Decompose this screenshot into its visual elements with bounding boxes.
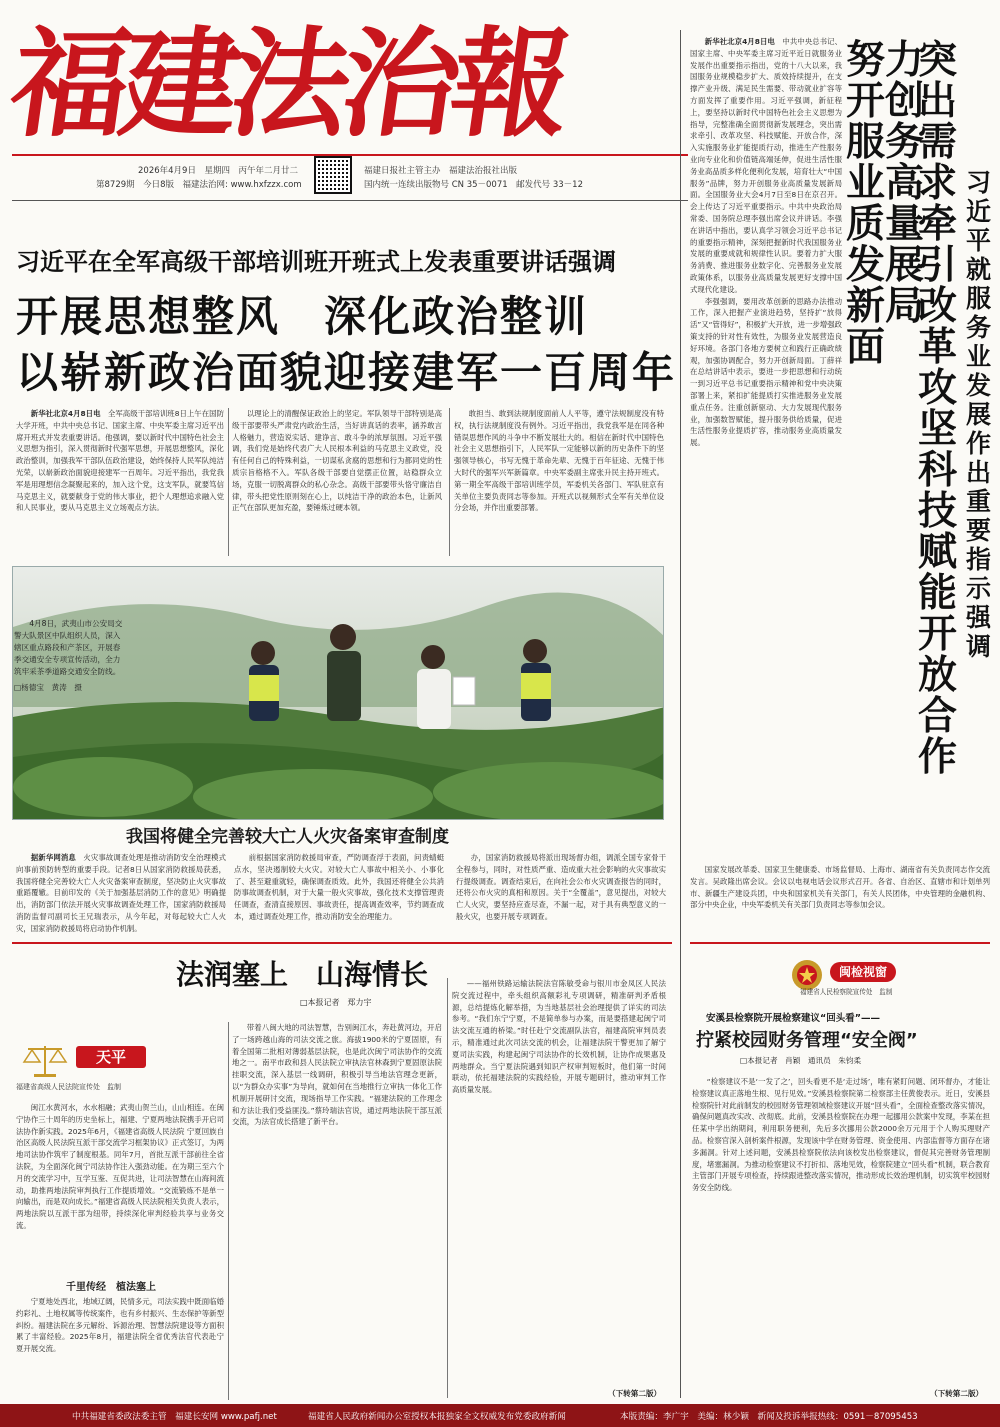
masthead-meta	[12, 154, 688, 224]
feature-column-3	[452, 978, 666, 1388]
right-lead-tail	[690, 864, 990, 936]
fire-story-column-2	[234, 852, 444, 956]
right-body-text-2: 李强强调，要用改革创新的思路办法推动工作，深入把握产业演进趋势，坚持扩“放得活”又“管得好”，积极扩大开放，进一步增强政策支持的针对性有效性，为服务业发展营造良好环境。各部门各地方要树立和践行正确政绩观，加强协调配合，努力开创新局面。丁薛祥在总结讲话中表示，要进一步把思想和行动统一到习近平总书记重要指示精神和党中央决策部署上来，紧扣扩能提质打实推进服务业发展重点任务。注重创新驱动、大力发展现代服务业，加强数智赋能，提升服务供给质量，促进生活性服务业提质扩容，推动服务业高质量发展。	[690, 296, 842, 448]
issue-line: 第8729期 今日8版 福建法治网: www.hxfzzx.com	[96, 180, 302, 190]
newspaper-logo: 福建法治報	[2, 14, 572, 153]
right-story-jump: （下转第二版）	[930, 1389, 984, 1398]
date-line: 2026年4月9日 星期四 丙午年二月廿二	[138, 166, 298, 176]
feature-col2-text: 带着八闽大地的司法智慧，告别闽江水，奔赴黄河边，开启了一场跨越山海的司法交流之旅。海拔1900米的宁夏固原，有着全国第二批相对薄弱基层法院，也是此次闽宁司法协作的交流地之一。南平市政和县人民法院立审执法官林森到宁夏固原法院挂职交流，深入基层一线调研，积极引导当地法官理念更新，以“为群众办实事”为导向，就如何在当地推行立审执一体化工作机制开展研讨交流，现场指导工作实践。“福建法院的工作理念和方法让我们受益匪浅。”蔡玲瑞法官说，通过两地法院干部互派交流，为法官成长搭建了新平台。	[232, 1023, 442, 1127]
feature-column-1	[16, 1102, 224, 1274]
qr-code-icon	[314, 156, 352, 194]
right-story-kicker: 安溪县检察院开展检察建议“回头看”——	[706, 1013, 880, 1024]
right-headline-col-2: 突出需求牵引改革攻坚科技赋能开放合作	[918, 38, 958, 780]
fire-story-title: 我国将健全完善较大亡人火灾备案审查制度	[126, 827, 449, 847]
cn-number-line: 国内统一连续出版物号 CN 35－0071 邮发代号 33－12	[364, 180, 583, 190]
photo-caption-text: 4月8日，武夷山市公安局交警大队景区中队组织人员，深入辖区重点路段和产茶区，开展春季交通安全专项宣传活动，全力筑牢采茶季道路交通安全防线。	[14, 619, 123, 676]
lead-story-column-3	[454, 408, 664, 558]
photo-caption	[14, 618, 126, 694]
feature-jump: （下转第二版）	[608, 1389, 662, 1398]
footer-item-2: 福建省人民政府新闻办公室授权本报独家全文权威发布党委政府新闻	[308, 1412, 566, 1422]
lead-headline-line1: 开展思想整风 深化政治整训	[16, 292, 589, 341]
column-badge-minjian	[700, 958, 990, 998]
lead-kicker: 习近平在全军高级干部培训班开班式上发表重要讲话强调	[16, 248, 616, 276]
lead-dateline: 新华社北京4月8日电	[30, 409, 101, 418]
lead-headline-line2: 以崭新政治面貌迎接建军一百周年	[16, 348, 677, 397]
footer-bar	[0, 1404, 1000, 1427]
right-story-byline: □本报记者 肖颖 通讯员 朱钧柔	[740, 1056, 862, 1065]
photo-credit: □杨德宝 黄涛 摄	[14, 683, 82, 692]
right-dateline: 新华社北京4月8日电	[704, 37, 775, 46]
fire-dateline: 据新华网消息	[30, 853, 76, 862]
fire-col1-text: 火灾事故调查处理是推动消防安全治理模式向事前预防转型的重要手段。记者8日从国家消防救援局获悉，我国将健全完善较大亡人火灾备案审查制度，坚决防止火灾事故重蹈覆辙。目前印发的《关于加强基层消防工作的意见》明确提出，消防部门依法开展火灾事故调查处理工作，国家消防救援局消防监督司副司长王兄瑞表示，从今年起，对每起较大亡人火灾，国家消防救援局将启动协作机制。	[16, 853, 226, 933]
fire-col2-text: 前根据国家消防救援局审查，严防调查浮于表面，问责蜻蜓点水，坚决遏制较大火灾。对较大亡人事故中相关小、小事化了、甚至避重就轻，确保调查质效。此外，我国还将健全公共消防事故调查机制，对于大量一般火灾事故，强化技术支撑管理责任调查，查清直接原因、事故责任，提高调查效率，节约调查成本，通过调查处理工作，推动消防安全治理能力。	[234, 853, 444, 921]
feature-column-2	[232, 1022, 442, 1400]
feature-col1-text: 闽江水黄河水，水水相融；武夷山贺兰山，山山相连。在闽宁协作三十周年的历史坐标上，福建、宁夏两地法院携手开启司法协作新实践。2025年6月，《福建省高级人民法院 宁夏回族自治区高级人民法院互派干部交流学习框架协议》正式签订，为两地司法协作筑牢了制度根基。同年7月，首批互派干部前往全省法院，为全面深化闽宁司法协作注入强劲动能。在为期三至六个月的交流学习中，互学互鉴、互促共进，让司法智慧在山海间流动，助推两地法院审判执行工作提质增效。“交流锻炼不是单一向输出，而是双向成长。”福建省高级人民法院相关负责人表示，两地法院以互派干部为纽带，持续深化审判经验共享与业务交流。	[16, 1103, 224, 1230]
minjian-label: 闽检视窗	[830, 962, 896, 982]
footer-item-1: 中共福建省委政法委主管 福建长安网 www.pafj.net	[72, 1412, 277, 1422]
lead-story-column-1	[16, 408, 224, 558]
column-badge-tianping	[16, 1040, 156, 1096]
feature-byline: □本报记者 郑力宇	[300, 998, 372, 1007]
sponsor-line: 福建日报社主管主办 福建法治报社出版	[364, 166, 518, 176]
lead-story-column-2	[232, 408, 442, 558]
feature-col1b-text: 宁夏地处西北，地域辽阔，民情多元，司法实践中既面临婚约彩礼、土地权属等传统案件，也有乡村振兴、生态保护等新型纠纷。福建法院在多元解纷、诉源治理、智慧法院建设等方面积累了丰富经验。2025年8月，福建法院全省优秀法官代表赴宁夏开展交流。	[16, 1297, 224, 1354]
fire-col3-text: 办，国家消防救援局将派出现场督办组，调派全国专家骨干全程参与，同时，对性质严重、造成重大社会影响的火灾事故实行提级调查。调查结束后，在向社会公布火灾调查报告的同时，还将公布火灾的真相和原因。关于“全覆盖”，意见提出，对较大亡人火灾，要坚持应查尽查，不漏一起，对于具有典型意义的一般火灾，也要开展专项调查。	[456, 853, 666, 921]
right-story-body	[692, 1076, 990, 1388]
lead-col2-text: 以理论上的清醒保证政治上的坚定。军队领导干部特别是高级干部要带头严肃党内政治生活，当好讲真话的表率，涵养敢言人格魅力，营造说实话、建诤言、敢斗争的浓厚氛围。习近平强调，我们党是始终代表广大人民根本利益的马克思主义政党，没有任何自己的特殊利益，一切谋私贪腐的思想和行为都同党的性质宗旨格格不入。军队各级干部要自觉摆正位置，站稳群众立场，克服一切脱离群众的私心杂念。高级干部要带头恪守廉洁自律，带头把党性原则刻在心上，以纯洁干净的政治本色，让新风正气在部队更加充盈，要锤炼过硬本领。	[232, 409, 442, 513]
feature-col3-text: ——福州铁路运输法院法官陈敏受命与银川市金凤区人民法院交流过程中，牵头组织高额彩礼专项调研，精准研判矛盾根源，总结提炼化解举措，为当地基层社会治理提供了详实的司法参考。“我们东宁宁夏，不是简单参与办案，而是要搭建起闽宁司法交流互通的桥梁。”时任赴宁交流副队法官，福建高院审判员表示，精准通过此次司法交流的机会，让福建法院干警更加了解宁夏司法实践，构建起闽宁司法协作的长效机制，让协作成果惠及两地群众。当宁夏法院遇到知识产权审判短板时，他们第一时间联动，依托福建法院的实践经验，开展专题研讨，推动审判工作高质量发展。	[452, 979, 666, 1095]
scales-icon	[20, 1040, 70, 1080]
right-story-body-text: “检察建议不是‘一发了之’，回头看更不是‘走过场’，唯有紧盯问题、闭环督办，才能让检察建议真正落地生根、见行见效。”安溪县检察院第二检察部主任黄俊表示。近日，安溪县检察院针对此前制发的校园财务管理领域检察建议开展“回头看”，全面检查整改落实情况，确保问题真改实改、改彻底。此前，安溪县检察院在办理一起挪用公款案中发现，李某在担任某中学出纳期间，利用职务便利，先后多次挪用公款2000余万元用于个人购买理财产品。检察官深入剖析案件根源，发现该中学在财务管理、资金使用、内部监督等方面存在诸多漏洞。针对上述问题，安溪县检察院依法向该校发出检察建议，督促其完善财务管理制度，堵塞漏洞。为推动检察建议不打折扣、落地见效，检察院建立“回头看”机制，联合教育主管部门开展专项检查，持续跟进整改落实情况，推动形成长效治理机制，切实筑牢校园财务安全防线。	[692, 1077, 990, 1193]
right-body-text-3: 国家发展改革委、国家卫生健康委、市场监督局、上海市、湖南省有关负责同志作交流发言。吴政隆出席会议。会议以电视电话会议形式召开。各省、自治区、直辖市和计划单列市、新疆生产建设兵团，中央和国家机关有关部门，有关人民团体，中央管理的金融机构、部分中央企业，中央军委机关有关部门负责同志等参加会议。	[690, 865, 990, 910]
farmer-center	[327, 624, 361, 721]
fire-story-column-1	[16, 852, 226, 956]
right-lead-body	[690, 36, 842, 932]
officer-left	[249, 641, 279, 721]
column-badge-sub: 福建省高级人民法院宣传处 监制	[16, 1083, 121, 1091]
right-kicker: 习近平就服务业发展作出重要指示强调	[966, 168, 992, 661]
lead-col1-text: 全军高级干部培训班8日上午在国防大学开班，中共中央总书记、国家主席、中央军委主席习近平出席开班式并发表重要讲话。他强调，要以新时代中国特色社会主义思想为指引，深入贯彻新时代强军思想，开展思想整风，深化政治整训，加强我军干部队伍政治建设，始终保持人民军队纯洁光荣，以崭新政治面貌迎接建军一百周年。习近平指出，我党我军是用理想信念凝聚起来的，加入这个党，这支军队，就要笃信马克思主义，就要献身于党的伟大事业，把个人理想追求融入党和人民事业，要从马克思主义立场观点方法。	[16, 409, 224, 513]
lead-col3-text: 敢担当、敢到法规制度面前人人平等，遵守法规制度没有特权，执行法规制度没有例外。习近平指出，我党我军是在同各种错误思想作风的斗争中不断发展壮大的。相信在新时代中国特色社会主义思想指引下，人民军队一定能够以新的历史条件下的坚强领导核心，书写无愧于革命先辈、无愧于百年征途、无愧于伟大时代的强军兴军新篇章。中央军委副主席张升民主持开班式。第一期全军高级干部培训班学员，军委机关各部门、军队驻京有关单位主要负责同志等参加。开班式以视频形式全军有关单位设分会场，并作出重要部署。	[454, 409, 664, 513]
footer-item-3: 本版责编：李广宇 美编：林少颖 新闻及投诉举报热线：0591－87095453	[620, 1412, 918, 1422]
right-story-title: 拧紧校园财务管理“安全阀”	[696, 1030, 918, 1051]
feature-title: 法润塞上 山海情长	[176, 958, 429, 991]
minjian-sub: 福建省人民检察院宣传处 监制	[800, 988, 893, 996]
right-body-text-1: 中共中央总书记、国家主席、中央军委主席习近平近日就服务业发展作出重要指示指出，党的十八大以来，我国服务业规模稳步扩大、质效持续提升，在支撑产业升级、满足民生需要、带动就业扩容等方面发挥了重要作用。习近平强调，新征程上，要坚持以新时代中国特色社会主义思想为指导，完整准确全面贯彻新发展理念，突出需求牵引、改革攻坚、科技赋能、开放合作，深入实施服务业扩能提质行动，推进生产性服务业向专业化和价值链高端延伸，促进生活性服务业高品质多样化便利化发展，培育壮大“中国服务”品牌，努力开创服务业高质量发展新局面。全国服务业大会4月7日至8日在京召开。会上传达了习近平重要指示。中共中央政治局常委、国务院总理李强出席会议并讲话。李强在讲话中指出，要认真学习领会习近平总书记的重要指示精神，深刻把握新时代我国服务业发展的重要成就和规律性认识。要着力扩大服务消费、推进服务业数字化、完善服务业发展政策体系，以服务业高质量发展更好支撑中国式现代化建设。	[690, 37, 842, 294]
officer-right	[521, 639, 551, 721]
feature-subhead: 千里传经 植法塞上	[66, 1282, 156, 1293]
masthead	[2, 14, 688, 228]
right-headline-col-1: 努力开创服务业高质量发展新局面	[846, 38, 925, 370]
column-badge-label: 天平	[76, 1046, 146, 1068]
fire-story-column-3	[456, 852, 666, 956]
feature-column-1b	[16, 1296, 224, 1400]
